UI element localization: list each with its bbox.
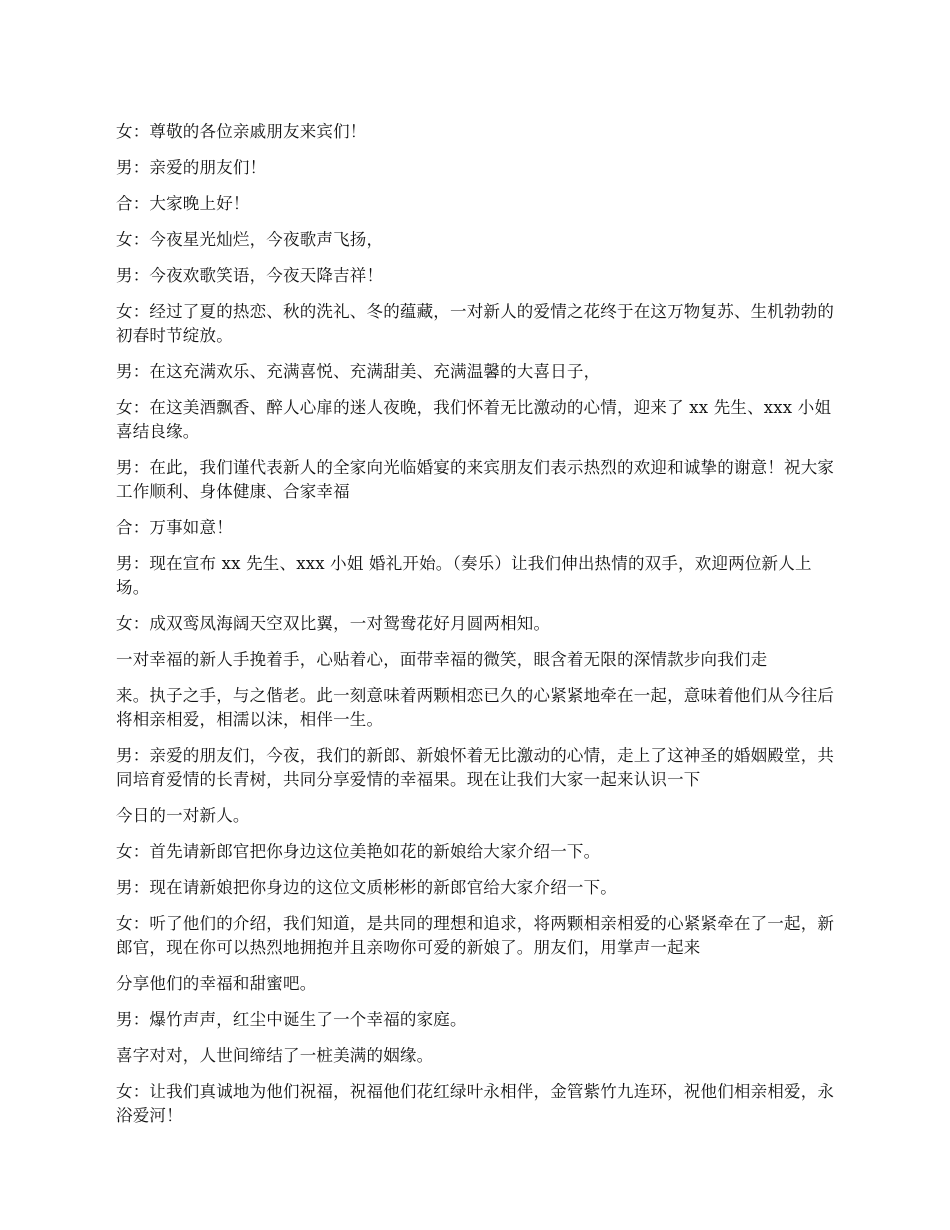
paragraph: 男：亲爱的朋友们，今夜，我们的新郎、新娘怀着无比激动的心情，走上了这神圣的婚姻殿堂，共同培育爱情的长青树，共同分享爱情的幸福果。现在让我们大家一起来认识一下 [116,746,835,789]
paragraph: 男：在这充满欢乐、充满喜悦、充满甜美、充满温馨的大喜日子， [116,362,601,381]
paragraph: 分享他们的幸福和甜蜜吧。 [116,974,317,993]
paragraph: 男：今夜欢歌笑语，今夜天降吉祥！ [116,266,384,285]
paragraph: 男：在此，我们谨代表新人的全家向光临婚宴的来宾朋友们表示热烈的欢迎和诚挚的谢意！祝大家工作顺利、身体健康、合家幸福 [116,458,835,501]
paragraph: 合：万事如意！ [116,518,233,537]
paragraph: 来。执子之手，与之偕老。此一刻意味着两颗相恋已久的心紧紧地牵在一起，意味着他们从今往后将相亲相爱，相濡以沫，相伴一生。 [116,686,835,729]
paragraph: 女：首先请新郎官把你身边这位美艳如花的新娘给大家介绍一下。 [116,842,601,861]
paragraph: 男：爆竹声声，红尘中诞生了一个幸福的家庭。 [116,1010,467,1029]
paragraph: 女：在这美酒飘香、醉人心扉的迷人夜晚，我们怀着无比激动的心情，迎来了 xx 先生、xxx 小姐喜结良缘。 [116,398,832,441]
paragraph: 男：现在请新娘把你身边的这位文质彬彬的新郎官给大家介绍一下。 [116,878,617,897]
paragraph: 男：亲爱的朋友们！ [116,158,267,177]
paragraph: 喜字对对，人世间缔结了一桩美满的姻缘。 [116,1046,434,1065]
paragraph: 今日的一对新人。 [116,806,250,825]
paragraph: 女：今夜星光灿烂，今夜歌声飞扬， [116,230,384,249]
paragraph: 女：成双鸾凤海阔天空双比翼，一对鸳鸯花好月圆两相知。 [116,614,551,633]
paragraph: 女：让我们真诚地为他们祝福，祝福他们花红绿叶永相伴，金管紫竹九连环，祝他们相亲相爱，永浴爱河！ [116,1082,835,1125]
paragraph: 男：现在宣布 xx 先生、xxx 小姐 婚礼开始。（奏乐）让我们伸出热情的双手，欢迎两位新人上场。 [116,554,812,597]
paragraph: 合：大家晚上好！ [116,194,250,213]
paragraph: 女：经过了夏的热恋、秋的洗礼、冬的蕴藏，一对新人的爱情之花终于在这万物复苏、生机勃勃的初春时节绽放。 [116,302,835,345]
paragraph: 女：尊敬的各位亲戚朋友来宾们！ [116,122,367,141]
paragraph: 一对幸福的新人手挽着手，心贴着心，面带幸福的微笑，眼含着无限的深情款步向我们走 [116,650,768,669]
paragraph: 女：听了他们的介绍，我们知道，是共同的理想和追求，将两颗相亲相爱的心紧紧牵在了一起，新郎官，现在你可以热烈地拥抱并且亲吻你可爱的新娘了。朋友们，用掌声一起来 [116,914,835,957]
document-body [116,120,840,1140]
